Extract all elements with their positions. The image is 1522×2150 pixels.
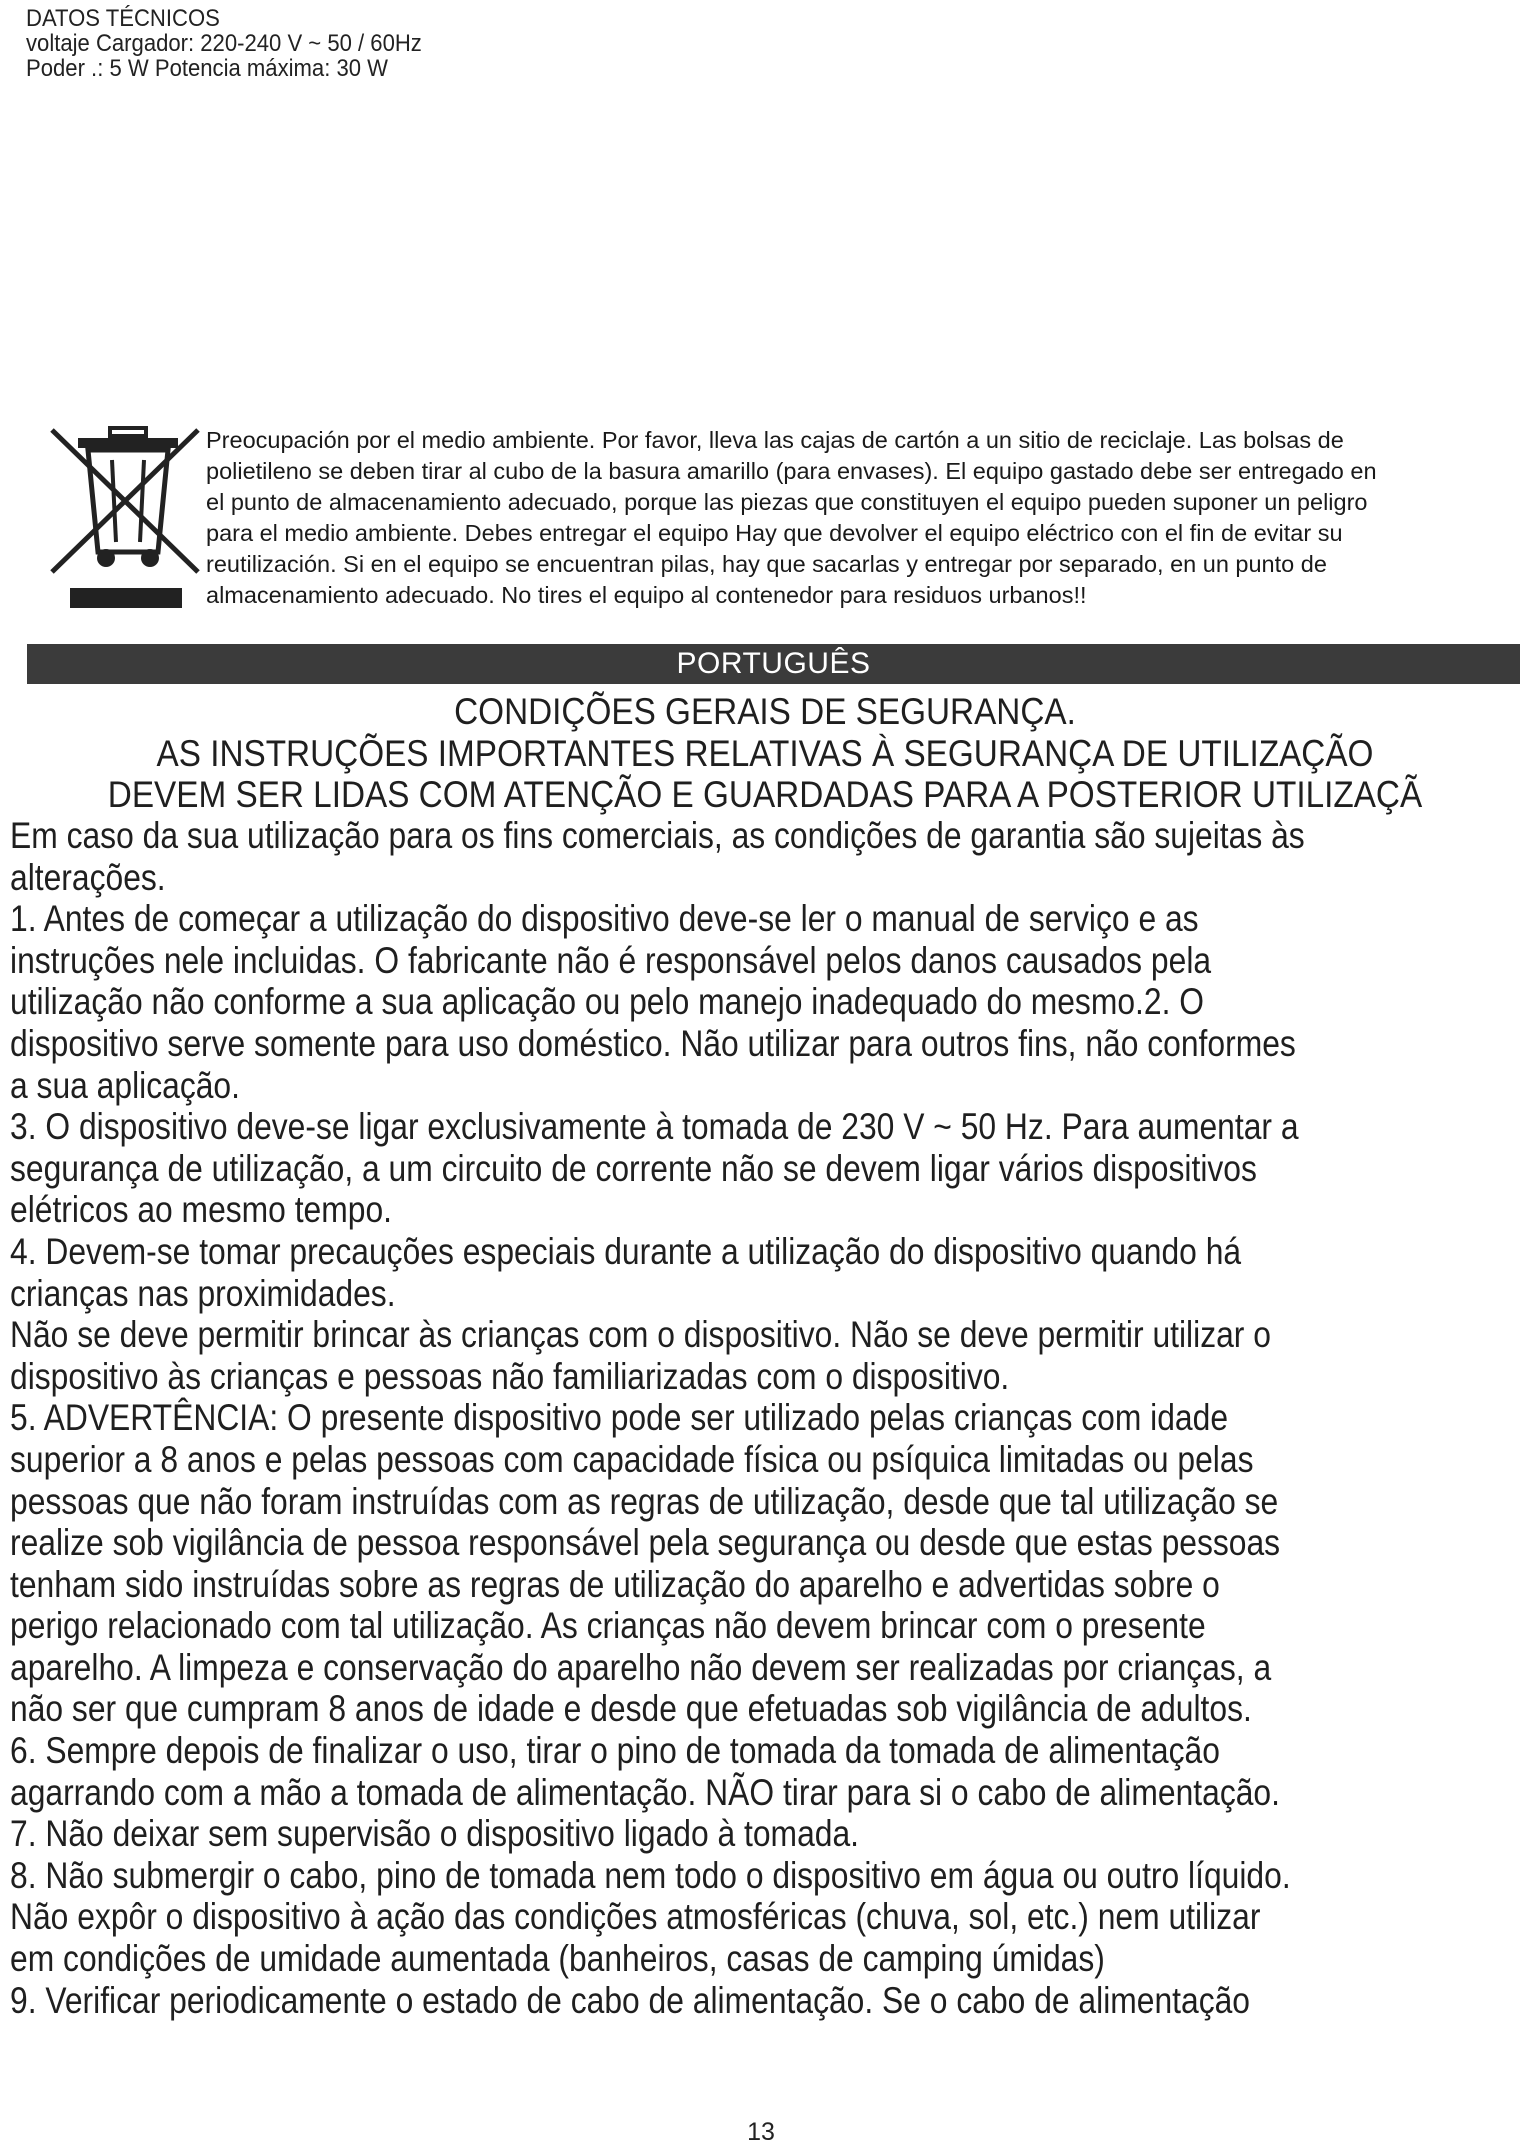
env-line: polietileno se deben tirar al cubo de la basura amarillo (para envases). El equipo gastado debe ser entregado en [206,458,1377,484]
section-subheading: AS INSTRUÇÕES IMPORTANTES RELATIVAS À SEGURANÇA DE UTILIZAÇÃO [156,733,1374,774]
text-line: elétricos ao mesmo tempo. [10,1189,393,1231]
text-line: tenham sido instruídas sobre as regras de utilização do aparelho e advertidas sobre o [10,1563,1220,1605]
portuguese-section [10,690,1520,2021]
text-line: 8. Não submergir o cabo, pino de tomada nem todo o dispositivo em água ou outro líquido. [10,1854,1291,1896]
text-line: Não expôr o dispositivo à ação das condições atmosféricas (chuva, sol, etc.) nem utilizar [10,1896,1261,1938]
text-line: dispositivo serve somente para uso doméstico. Não utilizar para outros fins, não conformes [10,1022,1296,1064]
charger-voltage: voltaje Cargador: 220-240 V ~ 50 / 60Hz [26,30,422,57]
page-number: 13 [747,2118,775,2146]
env-line: el punto de almacenamiento adecuado, porque las piezas que constituyen el equipo pueden suponer un peligro [206,489,1368,515]
env-line: Preocupación por el medio ambiente. Por favor, lleva las cajas de cartón a un sitio de reciclaje. Las bolsas de [206,427,1344,453]
language-band: PORTUGUÊS [27,644,1520,684]
text-line: 7. Não deixar sem supervisão o dispositivo ligado à tomada. [10,1813,859,1855]
text-line: pessoas que não foram instruídas com as regras de utilização, desde que tal utilização se [10,1480,1279,1522]
text-line: 5. ADVERTÊNCIA: O presente dispositivo pode ser utilizado pelas crianças com idade [10,1397,1229,1439]
text-line: 4. Devem-se tomar precauções especiais durante a utilização do dispositivo quando há [10,1230,1242,1272]
env-line: para el medio ambiente. Debes entregar el equipo Hay que devolver el equipo eléctrico con el fin de evitar su [206,520,1343,546]
technical-data-title: DATOS TÉCNICOS [26,5,220,32]
section-heading: CONDIÇÕES GERAIS DE SEGURANÇA. [454,691,1076,732]
text-line: em condições de umidade aumentada (banheiros, casas de camping úmidas) [10,1938,1105,1980]
text-line: aparelho. A limpeza e conservação do aparelho não devem ser realizadas por crianças, a [10,1646,1272,1688]
text-line: não ser que cumpram 8 anos de idade e desde que efetuadas sob vigilância de adultos. [10,1688,1252,1730]
text-line: alterações. [10,856,166,898]
text-line: 6. Sempre depois de finalizar o uso, tirar o pino de tomada da tomada de alimentação [10,1730,1220,1772]
text-line: dispositivo às crianças e pessoas não familiarizadas com o dispositivo. [10,1355,1010,1397]
crossed-out-bin-icon [46,420,206,610]
section-subheading: DEVEM SER LIDAS COM ATENÇÃO E GUARDADAS PARA A POSTERIOR UTILIZAÇÃ [107,774,1423,815]
technical-data [26,6,422,81]
text-line: agarrando com a mão a tomada de alimentação. NÃO tirar para si o cabo de alimentação. [10,1771,1280,1813]
text-line: 9. Verificar periodicamente o estado de cabo de alimentação. Se o cabo de alimentação [10,1979,1251,2021]
text-line: 1. Antes de começar a utilização do dispositivo deve-se ler o manual de serviço e as [10,898,1199,940]
env-line: almacenamiento adecuado. No tires el equipo al contenedor para residuos urbanos!! [206,582,1087,608]
env-line: reutilización. Si en el equipo se encuentran pilas, hay que sacarlas y entregar por separado, en un punto de [206,551,1327,577]
text-line: 3. O dispositivo deve-se ligar exclusivamente à tomada de 230 V ~ 50 Hz. Para aumentar a [10,1106,1299,1148]
environment-notice [206,425,1506,611]
text-line: crianças nas proximidades. [10,1272,396,1314]
instructions-body [10,815,1520,2021]
text-line: Não se deve permitir brincar às crianças com o dispositivo. Não se deve permitir utilizar o [10,1314,1271,1356]
text-line: perigo relacionado com tal utilização. As crianças não devem brincar com o presente [10,1605,1206,1647]
text-line: instruções nele incluidas. O fabricante não é responsável pelos danos causados pela [10,939,1212,981]
text-line: superior a 8 anos e pelas pessoas com capacidade física ou psíquica limitadas ou pelas [10,1438,1254,1480]
power-rating: Poder .: 5 W Potencia máxima: 30 W [26,55,389,82]
text-line: a sua aplicação. [10,1064,240,1106]
text-line: realize sob vigilância de pessoa responsável pela segurança ou desde que estas pessoas [10,1522,1281,1564]
text-line: utilização não conforme a sua aplicação ou pelo manejo inadequado do mesmo.2. O [10,981,1205,1023]
text-line: segurança de utilização, a um circuito de corrente não se devem ligar vários dispositivos [10,1147,1257,1189]
text-line: Em caso da sua utilização para os fins comerciais, as condições de garantia são sujeitas às [10,815,1305,856]
